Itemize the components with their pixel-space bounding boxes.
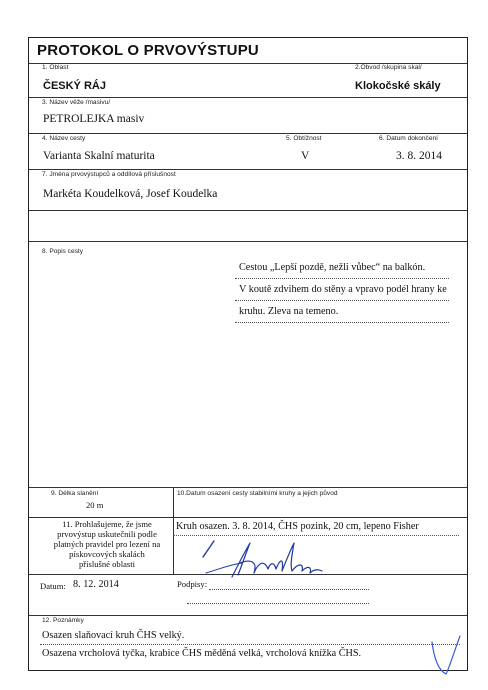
check-mark <box>426 634 466 690</box>
divider <box>173 487 174 575</box>
rappel-value: 20 m <box>86 500 104 510</box>
date-completed-value: 3. 8. 2014 <box>396 150 442 162</box>
divider <box>29 615 467 616</box>
dotted-line <box>187 603 369 604</box>
difficulty-label: 5. Obtížnost <box>286 135 322 142</box>
form-title: PROTOKOL O PRVOVÝSTUPU <box>37 42 259 59</box>
declaration-line: platných pravidel pro lezení na <box>53 539 161 549</box>
divider <box>29 517 467 518</box>
anchors-value: Kruh osazen. 3. 8. 2014, ČHS pozink, 20 cm, lepeno Fisher <box>176 521 419 532</box>
declaration-line: 11. Prohlašujeme, že jsme <box>62 519 152 529</box>
tower-label: 3. Název věže /masivu/ <box>42 99 111 106</box>
date-completed-label: 6. Datum dokončení <box>379 135 439 142</box>
climbers-value: Markéta Koudelková, Josef Koudelka <box>43 188 218 200</box>
district-label: 2.Obvod /skupina skal/ <box>355 64 422 71</box>
declaration-line: prvovýstup uskutečnili podle <box>57 529 157 539</box>
declaration-line: pískovcových skalách <box>69 549 145 559</box>
tower-value: PETROLEJKA masiv <box>43 113 145 125</box>
divider <box>29 97 467 98</box>
description-line: V koutě zdvihem do stěny a vpravo podél hrany ke <box>239 284 447 295</box>
climbers-label: 7. Jména prvovýstupců a oddílová příslušnost <box>42 171 176 178</box>
area-value: ČESKÝ RÁJ <box>43 80 106 92</box>
divider <box>29 241 467 242</box>
date-value: 8. 12. 2014 <box>73 579 119 590</box>
divider <box>29 169 467 170</box>
divider <box>29 133 467 134</box>
route-label: 4. Název cesty <box>42 135 86 142</box>
description-label: 8. Popis cesty <box>42 248 84 255</box>
notes-line: Osazena vrcholová tyčka, krabice ČHS měděná velká, vrcholová knížka ČHS. <box>42 648 362 659</box>
difficulty-value: V <box>301 150 310 162</box>
dotted-line <box>235 322 449 323</box>
signature <box>198 533 348 583</box>
notes-label: 12. Poznámky <box>42 617 84 624</box>
dotted-line <box>40 644 460 645</box>
date-label: Datum: <box>40 581 66 591</box>
district-value: Klokočské skály <box>355 80 441 92</box>
dotted-line <box>235 300 449 301</box>
description-line: Cestou „Lepší pozdě, nežli vůbec“ na balkón. <box>239 262 426 273</box>
rappel-label: 9. Délka slanění <box>51 490 99 497</box>
notes-line: Osazen slaňovací kruh ČHS velký. <box>42 630 185 641</box>
declaration-line: příslušné oblasti <box>78 559 136 569</box>
dotted-line <box>209 589 369 590</box>
anchors-label: 10.Datum osazení cesty stabilními kruhy a jejich původ <box>177 490 338 497</box>
divider <box>29 210 467 211</box>
dotted-line <box>235 278 449 279</box>
area-label: 1. Oblast <box>42 64 69 71</box>
signatures-label: Podpisy: <box>177 579 208 589</box>
divider <box>29 487 467 488</box>
description-line: kruhu. Zleva na temeno. <box>239 306 339 317</box>
route-value: Varianta Skalní maturita <box>43 150 155 162</box>
